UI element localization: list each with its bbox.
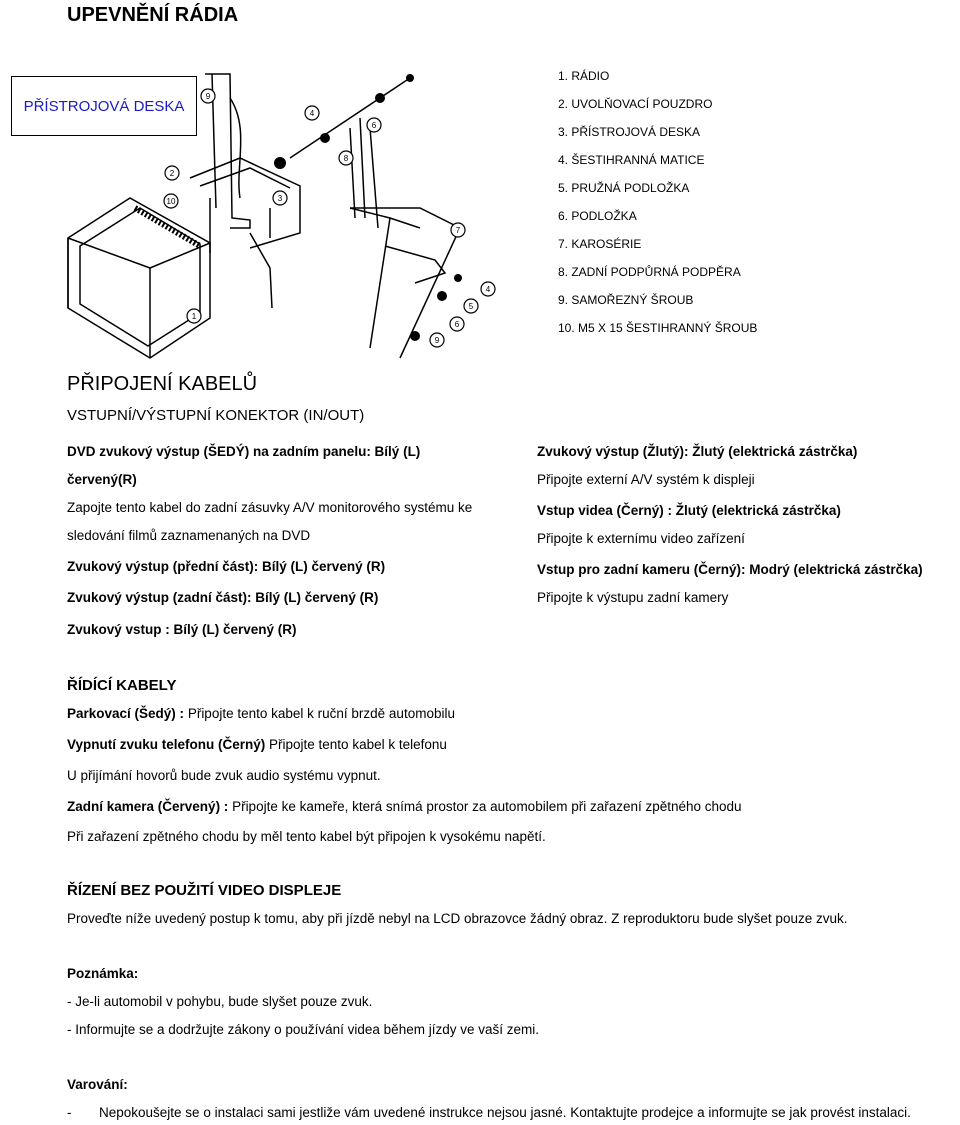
washer — [437, 291, 447, 301]
control-line: U přijímání hovorů bude zvuk audio systému vypnut. — [67, 768, 381, 783]
callout-number: 9 — [434, 336, 440, 345]
callout-number: 9 — [205, 92, 211, 101]
callout-number: 3 — [277, 194, 283, 203]
control-line — [67, 706, 455, 721]
cable-left-line: Zvukový vstup : Bílý (L) červený (R) — [67, 622, 297, 637]
cable-right-line: Zvukový výstup (Žlutý): Žlutý (elektrická zástrčka) — [537, 444, 858, 459]
washer — [320, 133, 330, 143]
cable-left-line: červený(R) — [67, 472, 137, 487]
control-line — [67, 799, 742, 814]
warning-title: Varování: — [67, 1077, 128, 1092]
cable-right-line: Vstup pro zadní kameru (Černý): Modrý (elektrická zástrčka) — [537, 562, 923, 577]
cable-left-line: Zapojte tento kabel do zadní zásuvky A/V monitorového systému ke — [67, 500, 473, 515]
callout-number: 1 — [191, 312, 197, 321]
control-line — [67, 737, 447, 752]
note-line: - Informujte se a dodržujte zákony o používání videa během jízdy ve vaší zemi. — [67, 1022, 539, 1037]
cable-left-line: Zvukový výstup (přední část): Bílý (L) červený (R) — [67, 559, 386, 574]
control-label: Vypnutí zvuku telefonu (Černý) — [67, 737, 270, 752]
cable-left-line: sledování filmů zaznamenaných na DVD — [67, 528, 311, 543]
callout-number: 4 — [309, 109, 315, 118]
control-line: Při zařazení zpětného chodu by měl tento kabel být připojen k vysokému napětí. — [67, 829, 546, 844]
legend-item: 3. PŘÍSTROJOVÁ DESKA — [558, 125, 701, 139]
video-text: Proveďte níže uvedený postup k tomu, aby při jízdě nebyl na LCD obrazovce žádný obraz. Z reproduktoru bude slyšet pouze zvuk. — [67, 911, 848, 926]
note-line: - Je-li automobil v pohybu, bude slyšet pouze zvuk. — [67, 994, 373, 1009]
cable-right-line: Připojte externí A/V systém k displeji — [537, 472, 755, 487]
callout-number: 7 — [455, 226, 461, 235]
legend-item: 6. PODLOŽKA — [558, 209, 637, 223]
callout-number: 4 — [485, 285, 491, 294]
warning-dash: - — [67, 1105, 72, 1120]
page-title: UPEVNĚNÍ RÁDIA — [67, 4, 239, 26]
legend-item: 8. ZADNÍ PODPŮRNÁ PODPĚRA — [558, 265, 741, 279]
control-text: Připojte tento kabel k telefonu — [269, 737, 447, 752]
control-label: Parkovací (Šedý) : — [67, 706, 188, 721]
control-label: Zadní kamera (Červený) : — [67, 799, 233, 814]
legend-item: 7. KAROSÉRIE — [558, 237, 642, 251]
section-title-control: ŘÍDÍCÍ KABELY — [67, 677, 177, 694]
note-title: Poznámka: — [67, 966, 139, 981]
legend-item: 10. M5 X 15 ŠESTIHRANNÝ ŠROUB — [558, 321, 758, 335]
washer — [274, 157, 286, 169]
cable-left-line: Zvukový výstup (zadní část): Bílý (L) červený (R) — [67, 590, 379, 605]
nut — [406, 74, 414, 82]
warning-text: Nepokoušejte se o instalaci sami jestliže vám uvedené instrukce nejsou jasné. Kontaktujte prodejce a informujte se jak provést instalaci. — [99, 1105, 911, 1120]
cable-right-line: Vstup videa (Černý) : Žlutý (elektrická zástrčka) — [537, 503, 841, 518]
section-title-video: ŘÍZENÍ BEZ POUŽITÍ VIDEO DISPLEJE — [67, 882, 342, 899]
callout-number: 2 — [169, 169, 175, 178]
cable-left-line: DVD zvukový výstup (ŠEDÝ) na zadním panelu: Bílý (L) — [67, 444, 421, 459]
callout-number: 5 — [468, 302, 474, 311]
dashboard-label: PŘÍSTROJOVÁ DESKA — [23, 97, 185, 115]
mounting-diagram — [60, 68, 540, 360]
nut — [454, 274, 462, 282]
control-text: Připojte tento kabel k ruční brzdě automobilu — [187, 706, 455, 721]
cable-right-line: Připojte k výstupu zadní kamery — [537, 590, 729, 605]
legend-item: 4. ŠESTIHRANNÁ MATICE — [558, 153, 705, 167]
callout-number: 8 — [343, 154, 349, 163]
callout-number: 6 — [454, 320, 460, 329]
legend-item: 5. PRUŽNÁ PODLOŽKA — [558, 181, 690, 195]
callout-number: 10 — [166, 197, 176, 206]
screw-head — [410, 331, 420, 341]
legend-item: 9. SAMOŘEZNÝ ŠROUB — [558, 293, 694, 307]
cable-right-line: Připojte k externímu video zařízení — [537, 531, 745, 546]
section-title-cables: PŘIPOJENÍ KABELŮ — [67, 373, 258, 395]
control-text: Připojte ke kameře, která snímá prostor za automobilem při zařazení zpětného chodu — [232, 799, 742, 814]
section-subtitle-io: VSTUPNÍ/VÝSTUPNÍ KONEKTOR (IN/OUT) — [67, 407, 365, 424]
legend-item: 2. UVOLŇOVACÍ POUZDRO — [558, 97, 713, 111]
callout-number: 6 — [371, 121, 377, 130]
legend-item: 1. RÁDIO — [558, 69, 610, 83]
washer — [375, 93, 385, 103]
